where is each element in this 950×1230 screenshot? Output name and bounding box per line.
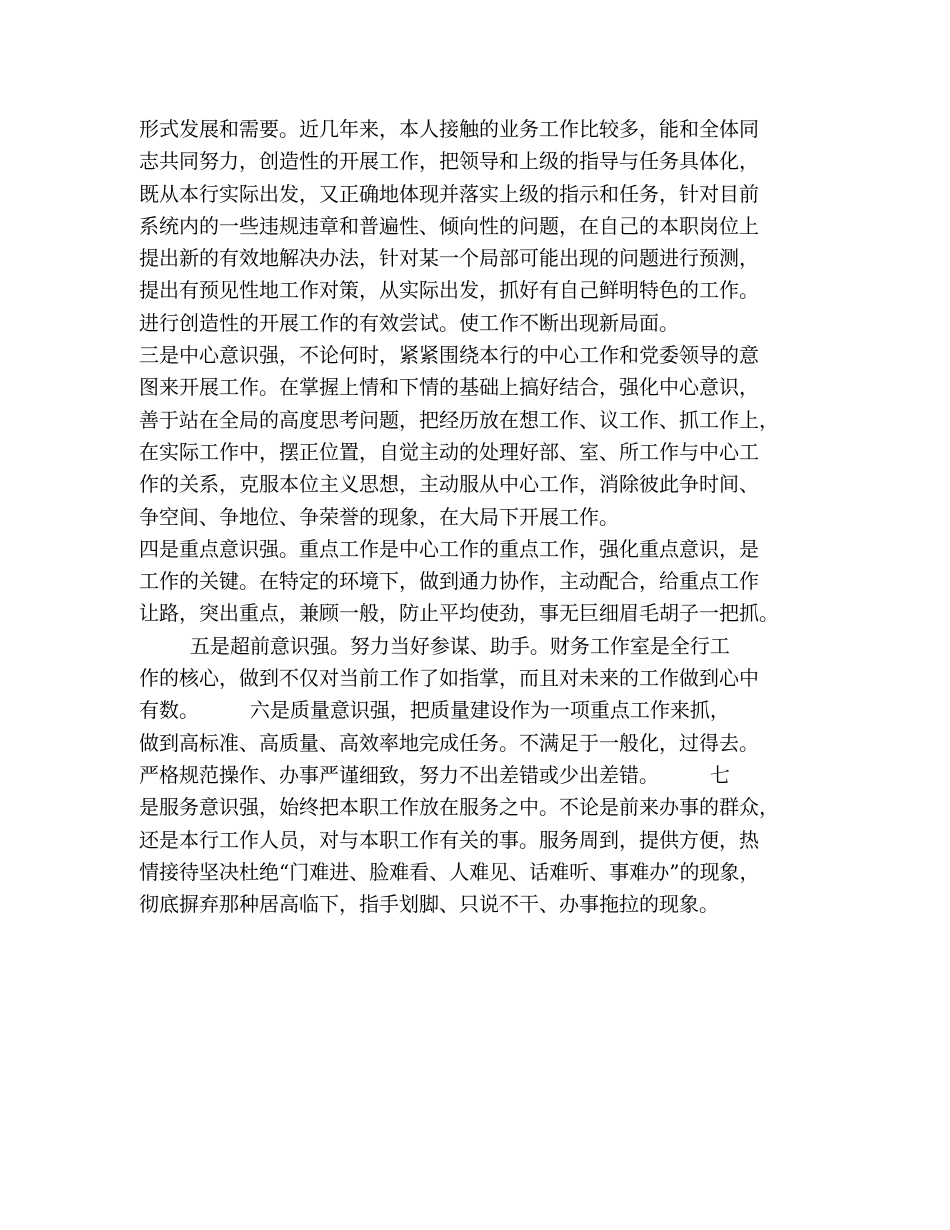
text-line: 作的核心，做到不仅对当前工作了如指掌，而且对未来的工作做到心中 [139, 666, 759, 691]
text-line: 工作的关键。在特定的环境下，做到通力协作，主动配合，给重点工作 [139, 569, 759, 594]
text-line: 争空间、争地位、争荣誉的现象，在大局下开展工作。 [139, 504, 619, 529]
text-line: 五是超前意识强。努力当好参谋、助手。财务工作室是全行工 [139, 633, 730, 658]
text-line: 让路，突出重点，兼顾一般，防止平均使劲，事无巨细眉毛胡子一把抓。 [139, 601, 779, 626]
text-line: 既从本行实际出发，又正确地体现并落实上级的指示和任务，针对目前 [139, 181, 759, 206]
text-line: 严格规范操作、办事严谨细致，努力不出差错或少出差错。 七 [139, 762, 730, 787]
text-line: 志共同努力，创造性的开展工作，把领导和上级的指导与任务具体化， [139, 149, 759, 174]
text-line: 进行创造性的开展工作的有效尝试。使工作不断出现新局面。 [139, 310, 679, 335]
text-line: 有数。 六是质量意识强，把质量建设作为一项重点工作来抓， [139, 698, 730, 723]
text-line: 系统内的一些违规违章和普遍性、倾向性的问题，在自己的本职岗位上 [139, 213, 759, 238]
text-line: 善于站在全局的高度思考问题，把经历放在想工作、议工作、抓工作上， [139, 407, 779, 432]
text-line: 还是本行工作人员，对与本职工作有关的事。服务周到，提供方便，热 [139, 827, 759, 852]
text-line: 提出新的有效地解决办法，针对某一个局部可能出现的问题进行预测， [139, 246, 759, 271]
body-text [139, 113, 839, 920]
text-line: 四是重点意识强。重点工作是中心工作的重点工作，强化重点意识，是 [139, 536, 759, 561]
text-line: 作的关系，克服本位主义思想，主动服从中心工作，消除彼此争时间、 [139, 472, 759, 497]
text-line: 图来开展工作。在掌握上情和下情的基础上搞好结合，强化中心意识， [139, 375, 759, 400]
text-line: 彻底摒弃那种居高临下，指手划脚、只说不干、办事拖拉的现象。 [139, 892, 719, 917]
text-line: 是服务意识强，始终把本职工作放在服务之中。不论是前来办事的群众， [139, 795, 779, 820]
text-line: 在实际工作中，摆正位置，自觉主动的处理好部、室、所工作与中心工 [139, 439, 759, 464]
text-line: 情接待坚决杜绝“门难进、脸难看、人难见、话难听、事难办”的现象， [139, 859, 760, 884]
text-line: 形式发展和需要。近几年来，本人接触的业务工作比较多，能和全体同 [139, 117, 759, 141]
text-line: 三是中心意识强，不论何时，紧紧围绕本行的中心工作和党委领导的意 [139, 343, 759, 368]
text-line: 提出有预见性地工作对策，从实际出发，抓好有自己鲜明特色的工作。 [139, 278, 759, 303]
text-line: 做到高标准、高质量、高效率地完成任务。不满足于一般化，过得去。 [139, 730, 759, 755]
